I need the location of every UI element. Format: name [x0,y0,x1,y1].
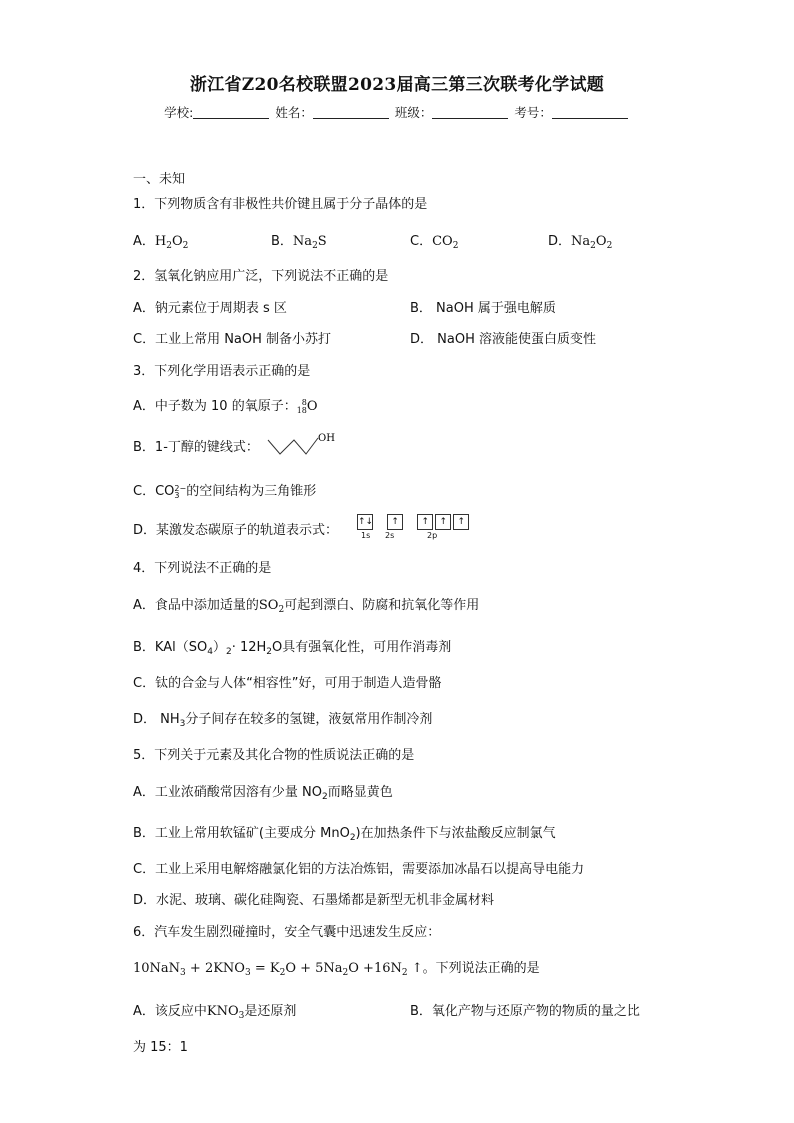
school-label: 学校: [164,105,194,120]
question-3-option-c [133,480,316,499]
number-label: 考号： [514,105,552,120]
question-6-option-a [133,1000,296,1021]
formula-part: Na [292,234,313,249]
option-text: 的空间结构为三角锥形 [186,484,317,499]
question-3-option-b [133,436,259,455]
oh-group: OH [318,433,335,444]
subscript: 2 [225,647,232,657]
subscript: 2 [278,605,285,615]
option-label: D． [548,234,572,249]
question-5-option-d: D．水泥、玻璃、碳化硅陶瓷、石墨烯都是新型无机非金属材料 [133,893,495,908]
orbital-box-2s: ↑ [387,514,403,530]
subscript: 4 [207,647,213,657]
option-text: 分子间存在较多的氢键，液氨常用作制冷剂 [185,712,433,727]
option-text: A．工业浓硝酸常因溶有少量 NO [133,785,322,800]
question-5-stem: 5．下列关于元素及其化合物的性质说法正确的是 [133,748,415,763]
question-3-option-a [133,395,318,415]
question-3-option-d [133,519,338,538]
subscript: 2 [590,241,596,251]
subscript: 2 [312,241,318,251]
question-1-option-d [548,230,612,251]
subscript: 3 [180,968,186,978]
equation-part: = K [250,961,280,976]
question-2-stem: 2．氢氧化钠应用广泛，下列说法不正确的是 [133,269,389,284]
formula-part: CO [432,234,453,249]
ion-charge [174,485,186,499]
subscript: 2 [266,647,273,657]
question-5-option-b [133,822,556,843]
orbital-box-2p-3: ↑ [453,514,469,530]
formula-part: KNO [206,1004,239,1019]
question-1-option-a [133,230,188,251]
option-text: B．1-丁醇的键线式： [133,440,259,455]
formula-part: S [317,234,327,249]
label-2s: 2s [385,531,395,540]
question-2-option-b: B． NaOH 属于强电解质 [410,301,556,316]
option-text: B．工业上常用软锰矿(主要成分 MnO [133,826,350,841]
option-text: A．该反应中 [133,1004,207,1019]
option-label: A． [133,234,155,249]
formula-part: O [171,234,183,249]
equation-part: ↑ [407,961,423,976]
butanol-skeletal-formula [266,430,336,460]
superscript: 2− [174,483,187,493]
question-5-option-a [133,781,393,802]
orbital-diagram [357,514,471,540]
subscript: 3 [179,719,186,729]
atomic-number: 18 [296,405,307,415]
equation-part: O + 5Na [285,961,343,976]
option-text: O具有强氧化性，可用作消毒剂 [272,640,452,655]
option-text: 是还原剂 [244,1004,297,1019]
option-label: B． [271,234,293,249]
name-field[interactable] [313,105,389,119]
subscript: 2 [452,241,459,251]
question-6-option-b: B．氧化产物与还原产物的物质的量之比 [410,1004,640,1019]
question-6-stem: 6．汽车发生剧烈碰撞时，安全气囊中迅速发生反应： [133,925,441,940]
orbital-box-1s: ↑↓ [357,514,373,530]
option-label: C． [410,234,433,249]
formula-part: B．KAl（SO [133,640,208,655]
option-text: D．某激发态碳原子的轨道表示式： [133,523,339,538]
mass-number: 8 [301,397,307,407]
equation-tail: 。下列说法正确的是 [422,961,540,976]
section-heading: 一、未知 [133,172,186,187]
formula-part: ） [212,640,226,655]
question-4-option-c: C．钛的合金与人体“相容性”好，可用于制造人造骨骼 [133,676,442,691]
label-2p: 2p [427,531,438,540]
option-text: )在加热条件下与浓盐酸反应制氯气 [355,826,556,841]
subscript: 2 [182,241,189,251]
label-1s: 1s [361,531,371,540]
subscript: 3 [238,1011,245,1021]
option-text: A．食品中添加适量的 [133,598,259,613]
formula-part: H [154,234,167,249]
element-symbol: O [306,399,318,414]
formula-part: · 12H [231,640,267,655]
question-4-option-a [133,594,479,615]
subscript: 3 [174,490,180,500]
equation-part: + 2KNO [185,961,245,976]
question-4-stem: 4．下列说法不正确的是 [133,561,272,576]
subscript: 3 [244,968,251,978]
question-3-stem: 3．下列化学用语表示正确的是 [133,364,311,379]
formula-part: C．CO [133,484,175,499]
isotope-notation [297,399,307,415]
question-2-option-d: D． NaOH 溶液能使蛋白质变性 [410,332,596,347]
subscript: 2 [342,968,349,978]
equation-part: O +16N [348,961,402,976]
question-2-option-c: C．工业上常用 NaOH 制备小苏打 [133,332,332,347]
question-6-option-b-continued: 为 15：1 [133,1040,188,1055]
class-field[interactable] [432,105,508,119]
number-field[interactable] [552,105,628,119]
question-4-option-b [133,636,451,657]
formula-part: Na [571,234,591,249]
formula-part: SO [258,598,279,613]
question-1-option-c [410,230,458,251]
subscript: 2 [401,968,408,978]
class-label: 班级： [394,105,433,120]
option-text: 而略显黄色 [327,785,393,800]
equation-part: 10NaN [133,961,181,976]
name-label: 姓名： [275,105,313,120]
option-text: 可起到漂白、防腐和抗氧化等作用 [284,598,480,613]
student-info [0,103,794,121]
question-6-equation [133,957,540,978]
bond-line [268,438,318,454]
question-4-option-d [133,708,432,729]
subscript: 2 [349,833,356,843]
question-2-option-a: A．钠元素位于周期表 s 区 [133,301,287,316]
subscript: 2 [279,968,286,978]
orbital-box-2p-2: ↑ [435,514,451,530]
subscript: 2 [606,241,613,251]
option-text: A．中子数为 10 的氧原子： [133,399,297,414]
page-title: 浙江省Z20名校联盟2023届高三第三次联考化学试题 [189,75,605,95]
orbital-labels [357,530,471,540]
orbital-box-2p-1: ↑ [417,514,433,530]
question-1-stem: 1．下列物质含有非极性共价键且属于分子晶体的是 [133,197,428,212]
subscript: 2 [166,241,172,251]
formula-part: D． NH [133,712,180,727]
question-5-option-c: C．工业上采用电解熔融氯化铝的方法冶炼铝，需要添加冰晶石以提高导电能力 [133,862,585,877]
school-field[interactable] [193,105,269,119]
subscript: 2 [321,792,328,802]
question-1-option-b [271,230,327,251]
formula-part: O [595,234,607,249]
